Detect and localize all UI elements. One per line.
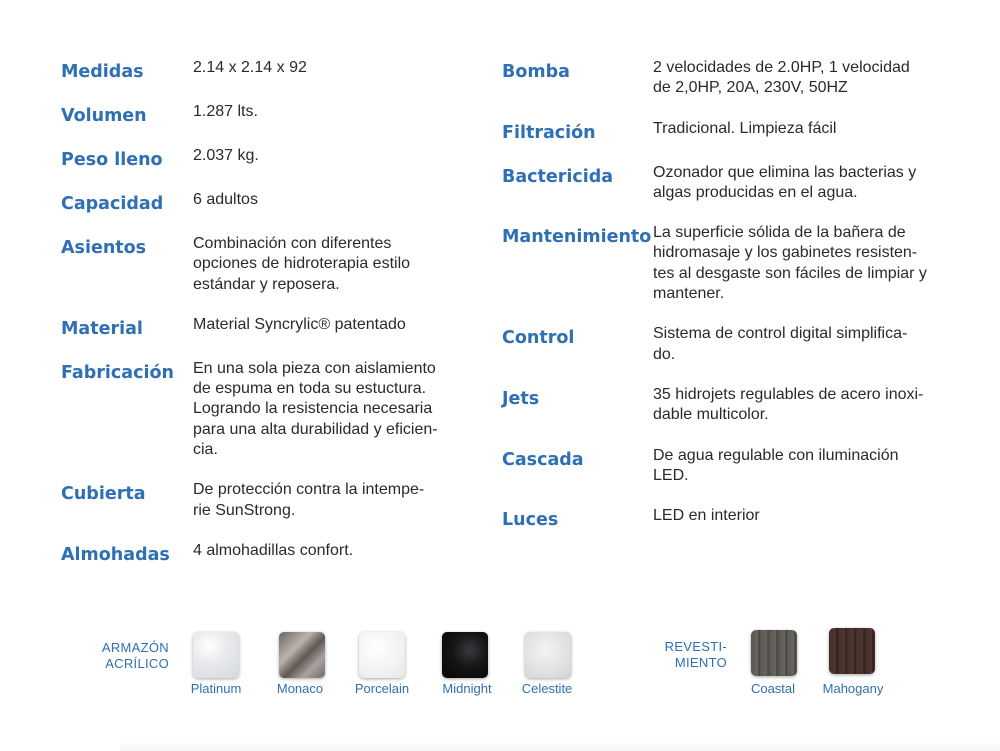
spec-value: De protección contra la intempe- rie SunStrong.: [193, 481, 425, 519]
swatch-label: Mahogany: [822, 681, 884, 696]
swatch-monaco[interactable]: [279, 632, 325, 678]
swatch-midnight[interactable]: [442, 632, 488, 678]
spec-label: Bomba: [502, 62, 570, 82]
spec-row: [61, 480, 461, 521]
spec-value: De agua regulable con iluminación LED.: [653, 446, 899, 484]
swatch-label: Coastal: [750, 681, 796, 696]
swatch-platinum[interactable]: [193, 632, 239, 678]
spec-value: Material Syncrylic® patentado: [193, 315, 406, 333]
spec-value: 2.14 x 2.14 x 92: [193, 59, 307, 76]
spec-row: [502, 506, 962, 530]
spec-row: [61, 541, 461, 565]
spec-label: Volumen: [61, 106, 147, 126]
spec-row: [61, 234, 461, 295]
revestimiento-title: REVESTI- MIENTO: [664, 639, 727, 670]
spec-value: Ozonador que elimina las bacterias y algas producidas en el agua.: [653, 163, 917, 201]
spec-value: Sistema de control digital simplifica- do.: [653, 325, 908, 363]
swatch-celestite[interactable]: [525, 632, 571, 678]
swatch-mahogany[interactable]: [829, 628, 875, 674]
swatch-label: Celestite: [521, 681, 573, 696]
spec-row: [61, 146, 461, 170]
spec-row: [61, 190, 461, 214]
armazon-title: ARMAZÓN ACRÍLICO: [101, 640, 169, 671]
spec-row: [61, 58, 461, 82]
spec-value: La superficie sólida de la bañera de hidromasaje y los gabinetes resisten- tes al desgaste son fáciles de limpiar y mantener.: [653, 224, 927, 303]
right-spec-column: [502, 58, 962, 550]
spec-label: Cubierta: [61, 484, 146, 505]
swatch-coastal[interactable]: [751, 630, 797, 676]
swatch-label: Porcelain: [354, 681, 410, 696]
footer-shadow: [120, 742, 1000, 751]
spec-value: 2.037 kg.: [193, 147, 259, 164]
spec-row: [502, 58, 962, 99]
spec-label: Almohadas: [61, 544, 170, 565]
spec-row: [502, 163, 962, 204]
spec-row: [61, 359, 461, 460]
spec-label: Luces: [502, 510, 559, 531]
spec-row: [502, 119, 962, 143]
spec-value: En una sola pieza con aislamiento de espuma en toda su estuctura. Logrando la resistencia necesaria para una alta durabilidad y eficien- cia.: [193, 359, 438, 459]
spec-row: [61, 315, 461, 339]
spec-label: Capacidad: [61, 194, 164, 214]
spec-label: Control: [502, 328, 575, 349]
spec-label: Asientos: [61, 238, 147, 258]
swatch-label: Midnight: [442, 681, 492, 696]
spec-row: [502, 324, 962, 365]
spec-label: Peso lleno: [61, 150, 163, 170]
spec-label: Fabricación: [61, 362, 174, 383]
swatch-porcelain[interactable]: [359, 632, 405, 678]
swatch-label: Platinum: [190, 681, 242, 696]
spec-row: [502, 385, 962, 426]
spec-label: Cascada: [502, 449, 584, 470]
spec-row: [61, 102, 461, 126]
spec-label: Medidas: [61, 62, 144, 82]
spec-label: Mantenimiento: [502, 227, 652, 248]
spec-value: Tradicional. Limpieza fácil: [653, 119, 837, 137]
spec-value: LED en interior: [653, 507, 760, 525]
spec-value: 2 velocidades de 2.0HP, 1 velocidad de 2,0HP, 20A, 230V, 50HZ: [653, 59, 910, 97]
spec-value: Combinación con diferentes opciones de hidroterapia estilo estándar y reposera.: [193, 235, 411, 293]
left-spec-column: [61, 58, 461, 585]
spec-value: 4 almohadillas confort.: [193, 541, 354, 559]
swatch-label: Monaco: [276, 681, 324, 696]
spec-row: [502, 223, 962, 304]
spec-label: Material: [61, 318, 143, 339]
spec-row: [502, 446, 962, 487]
spec-value: 6 adultos: [193, 191, 258, 208]
spec-label: Filtración: [502, 122, 596, 143]
spec-value: 1.287 lts.: [193, 103, 258, 120]
spec-value: 35 hidrojets regulables de acero inoxi- dable multicolor.: [653, 385, 924, 424]
spec-label: Bactericida: [502, 166, 614, 187]
spec-label: Jets: [502, 388, 540, 409]
